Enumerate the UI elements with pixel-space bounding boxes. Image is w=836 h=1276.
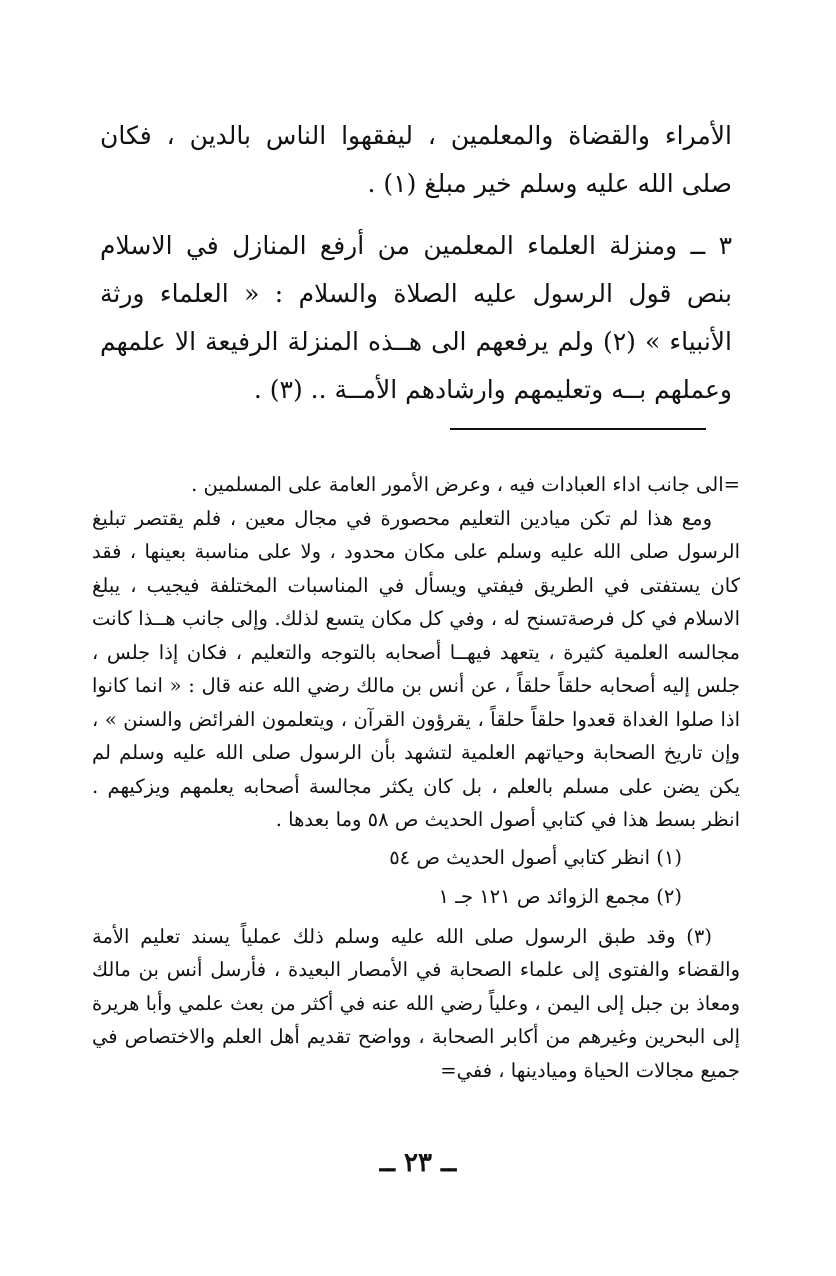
page-number: ــ ٢٣ ــ bbox=[379, 1148, 457, 1178]
main-paragraph-2: ٣ ــ ومنزلة العلماء المعلمين من أرفع المنازل في الاسلام بنص قول الرسول عليه الصلاة والسلام : « العلماء ورثة الأنبياء » (٢) ولم يرفعهم الى هــذه المنزلة الرفيعة الا علمهم وعملهم بــه وتعليمهم وارشادهم الأمــة .. (٣) . bbox=[100, 231, 732, 404]
footnote-body: ومع هذا لم تكن ميادين التعليم محصورة في مجال معين ، فلم يقتصر تبليغ الرسول صلى الله عليه وسلم على مكان محدود ، ولا على مناسبة بعينها ، فقد كان يستفتى في الطريق فيفتي ويسأل في المناسبات المختلفة فيجيب ، يبلغ الاسلام في كل فرصةتسنح له ، وفي كل مكان يتسع لذلك. وإلى جانب هــذا كانت مجالسه العلمية كثيرة ، يتعهد فيهــا أصحابه بالتوجه والتعليم ، فكان إذا جلس ، جلس إليه أصحابه حلقاً حلقاً ، عن أنس بن مالك رضي الله عنه قال : « انما كانوا اذا صلوا الغداة قعدوا حلقاً حلقاً ، يقرؤون القرآن ، ويتعلمون الفرائض والسنن » ، وإن تاريخ الصحابة وحياتهم العلمية لتشهد بأن الرسول صلى الله عليه وسلم لم يكن يضن على مسلم بالعلم ، بل كان يكثر مجالسة أصحابه يعلمهم ويزكيهم . انظر بسط هذا في كتابي أصول الحديث ص ٥٨ وما بعدها . bbox=[92, 506, 740, 831]
footnote-separator bbox=[450, 428, 706, 430]
footnote-continuation: =الى جانب اداء العبادات فيه ، وعرض الأمور العامة على المسلمين . bbox=[191, 473, 740, 496]
footnote-1: (١) انظر كتابي أصول الحديث ص ٥٤ bbox=[389, 845, 682, 869]
footnotes bbox=[92, 468, 740, 1087]
main-text bbox=[100, 112, 732, 414]
footnote-3: (٣) وقد طبق الرسول صلى الله عليه وسلم ذلك عملياً يسند تعليم الأمة والقضاء والفتوى إلى علماء الصحابة في الأمصار البعيدة ، فأرسل أنس بن مالك ومعاذ بن جبل إلى اليمن ، وعلياً رضي الله عنه في أكثر من بعث علمي وأبا هريرة إلى البحرين وغيرهم من أكابر الصحابة ، وواضح تقديم أهل العلم والاختصاص في جميع مجالات الحياة وميادينها ، ففي= bbox=[92, 924, 740, 1082]
footnote-2: (٢) مجمع الزوائد ص ١٢١ جـ ١ bbox=[438, 885, 682, 908]
main-paragraph-1: الأمراء والقضاة والمعلمين ، ليفقهوا الناس بالدين ، فكان صلى الله عليه وسلم خير مبلغ (١) . bbox=[100, 121, 732, 198]
